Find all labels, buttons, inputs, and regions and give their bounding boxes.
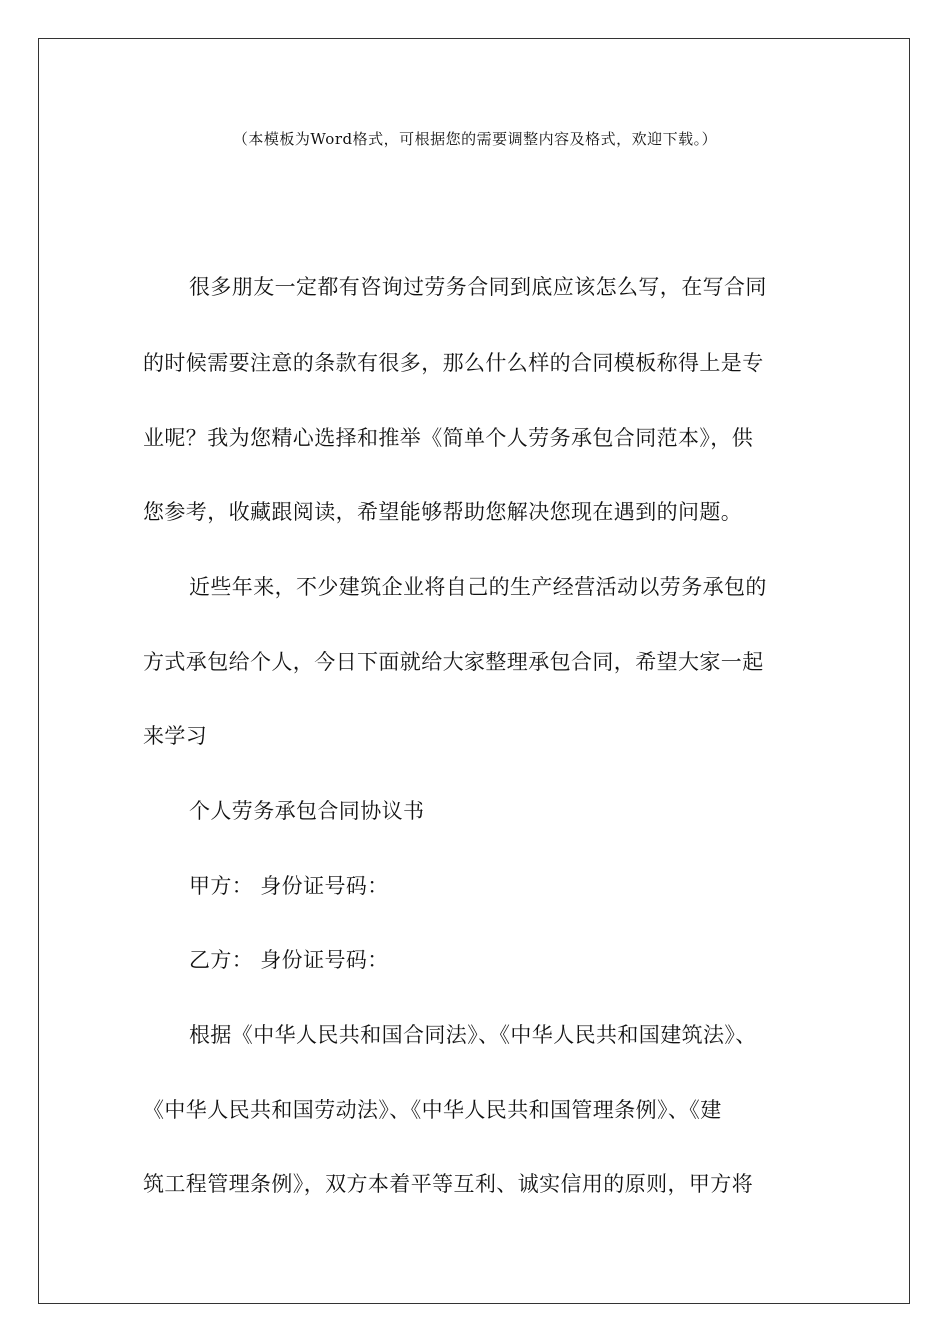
party-a-line: 甲方： 身份证号码： [189,874,389,898]
paragraph-3-line-2: 《中华人民共和国劳动法》、《中华人民共和国管理条例》、《建 [143,1098,722,1122]
party-b-line: 乙方： 身份证号码： [189,948,389,972]
paragraph-3-line-1: 根据《中华人民共和国合同法》、《中华人民共和国建筑法》、 [189,1023,757,1047]
contract-title: 个人劳务承包合同协议书 [189,799,425,823]
paragraph-1-line-3: 业呢？我为您精心选择和推举《简单个人劳务承包合同范本》，供 [143,426,754,450]
paragraph-1-line-2: 的时候需要注意的条款有很多，那么什么样的合同模板称得上是专 [143,351,764,375]
paragraph-3-line-3: 筑工程管理条例》，双方本着平等互利、诚实信用的原则，甲方将 [143,1172,754,1196]
paragraph-2-line-3: 来学习 [143,724,208,748]
paragraph-1-line-4: 您参考，收藏跟阅读，希望能够帮助您解决您现在遇到的问题。 [143,500,743,524]
paragraph-2-line-1: 近些年来，不少建筑企业将自己的生产经营活动以劳务承包的 [189,575,767,599]
template-note: （本模板为Word格式，可根据您的需要调整内容及格式，欢迎下载。） [232,130,718,148]
paragraph-1-line-1: 很多朋友一定都有咨询过劳务合同到底应该怎么写，在写合同 [189,275,767,299]
paragraph-2-line-2: 方式承包给个人，今日下面就给大家整理承包合同，希望大家一起 [143,650,764,674]
